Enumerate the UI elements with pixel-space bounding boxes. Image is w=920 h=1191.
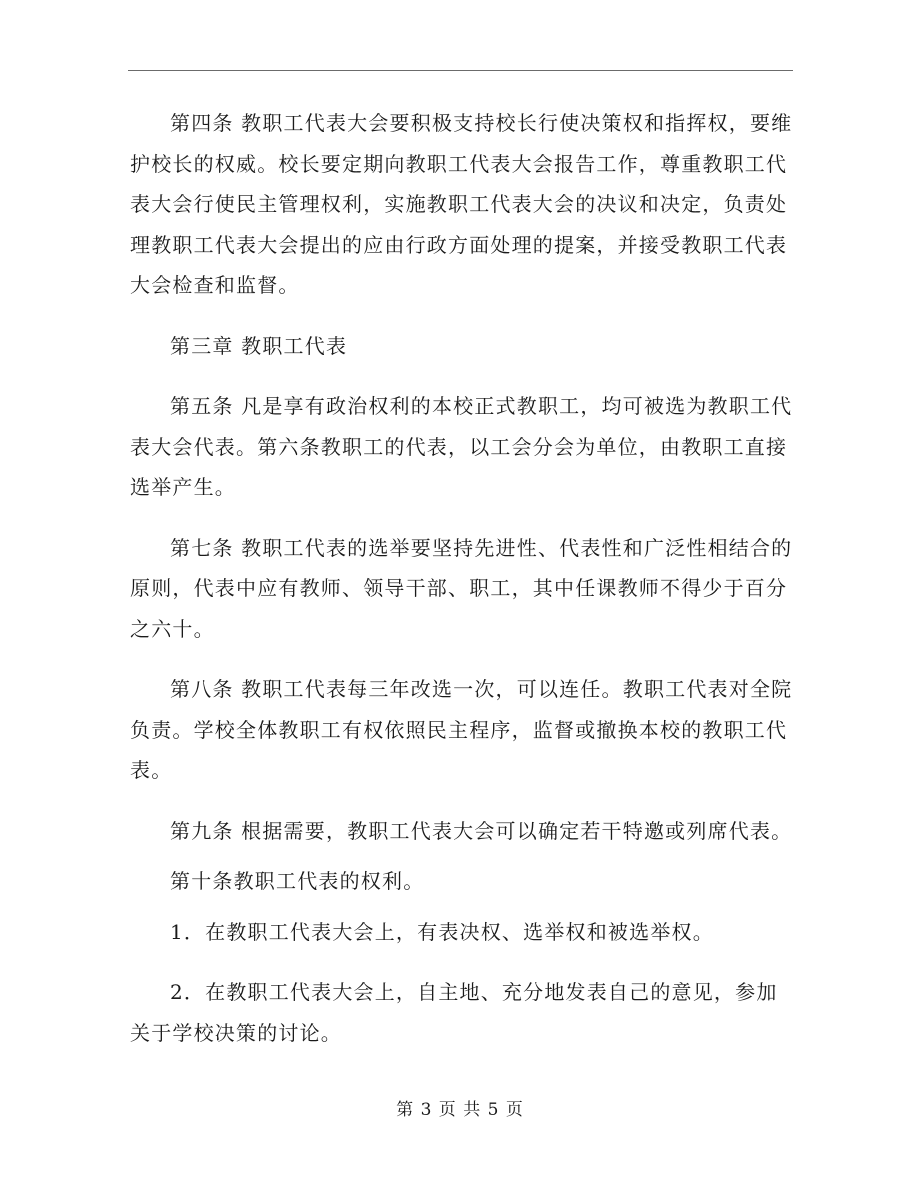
paragraph-article-4: 第四条 教职工代表大会要积极支持校长行使决策权和指挥权，要维护校长的权威。校长要定期向教职工代表大会报告工作，尊重教职工代表大会行使民主管理权利，实施教职工代表大会的决议和决定，负责处理教职工代表大会提出的应由行政方面处理的提案，并接受教职工代表大会检查和监督。 xyxy=(130,111,793,297)
page-number: 第 3 页 共 5 页 xyxy=(396,1100,524,1120)
paragraph-article-10: 第十条教职工代表的权利。 xyxy=(170,869,425,893)
document-body xyxy=(130,103,795,1073)
list-item-2: 2．在教职工代表大会上，自主地、充分地发表自己的意见，参加关于学校决策的讨论。 xyxy=(130,980,778,1045)
paragraph-article-8: 第八条 教职工代表每三年改选一次，可以连任。教职工代表对全院负责。学校全体教职工有权依照民主程序，监督或撤换本校的教职工代表。 xyxy=(130,677,793,782)
chapter-3-heading: 第三章 教职工代表 xyxy=(170,333,348,358)
paragraph-article-5-6: 第五条 凡是享有政治权利的本校正式教职工，均可被选为教职工代表大会代表。第六条教职工的代表，以工会分会为单位，由教职工直接选举产生。 xyxy=(130,394,793,499)
paragraph-article-9: 第九条 根据需要，教职工代表大会可以确定若干特邀或列席代表。 xyxy=(170,818,793,843)
paragraph-article-7: 第七条 教职工代表的选举要坚持先进性、代表性和广泛性相结合的原则，代表中应有教师、领导干部、职工，其中任课教师不得少于百分之六十。 xyxy=(130,535,793,641)
list-item-1: 1．在教职工代表大会上，有表决权、选举权和被选举权。 xyxy=(170,919,714,944)
header-rule xyxy=(128,70,793,71)
